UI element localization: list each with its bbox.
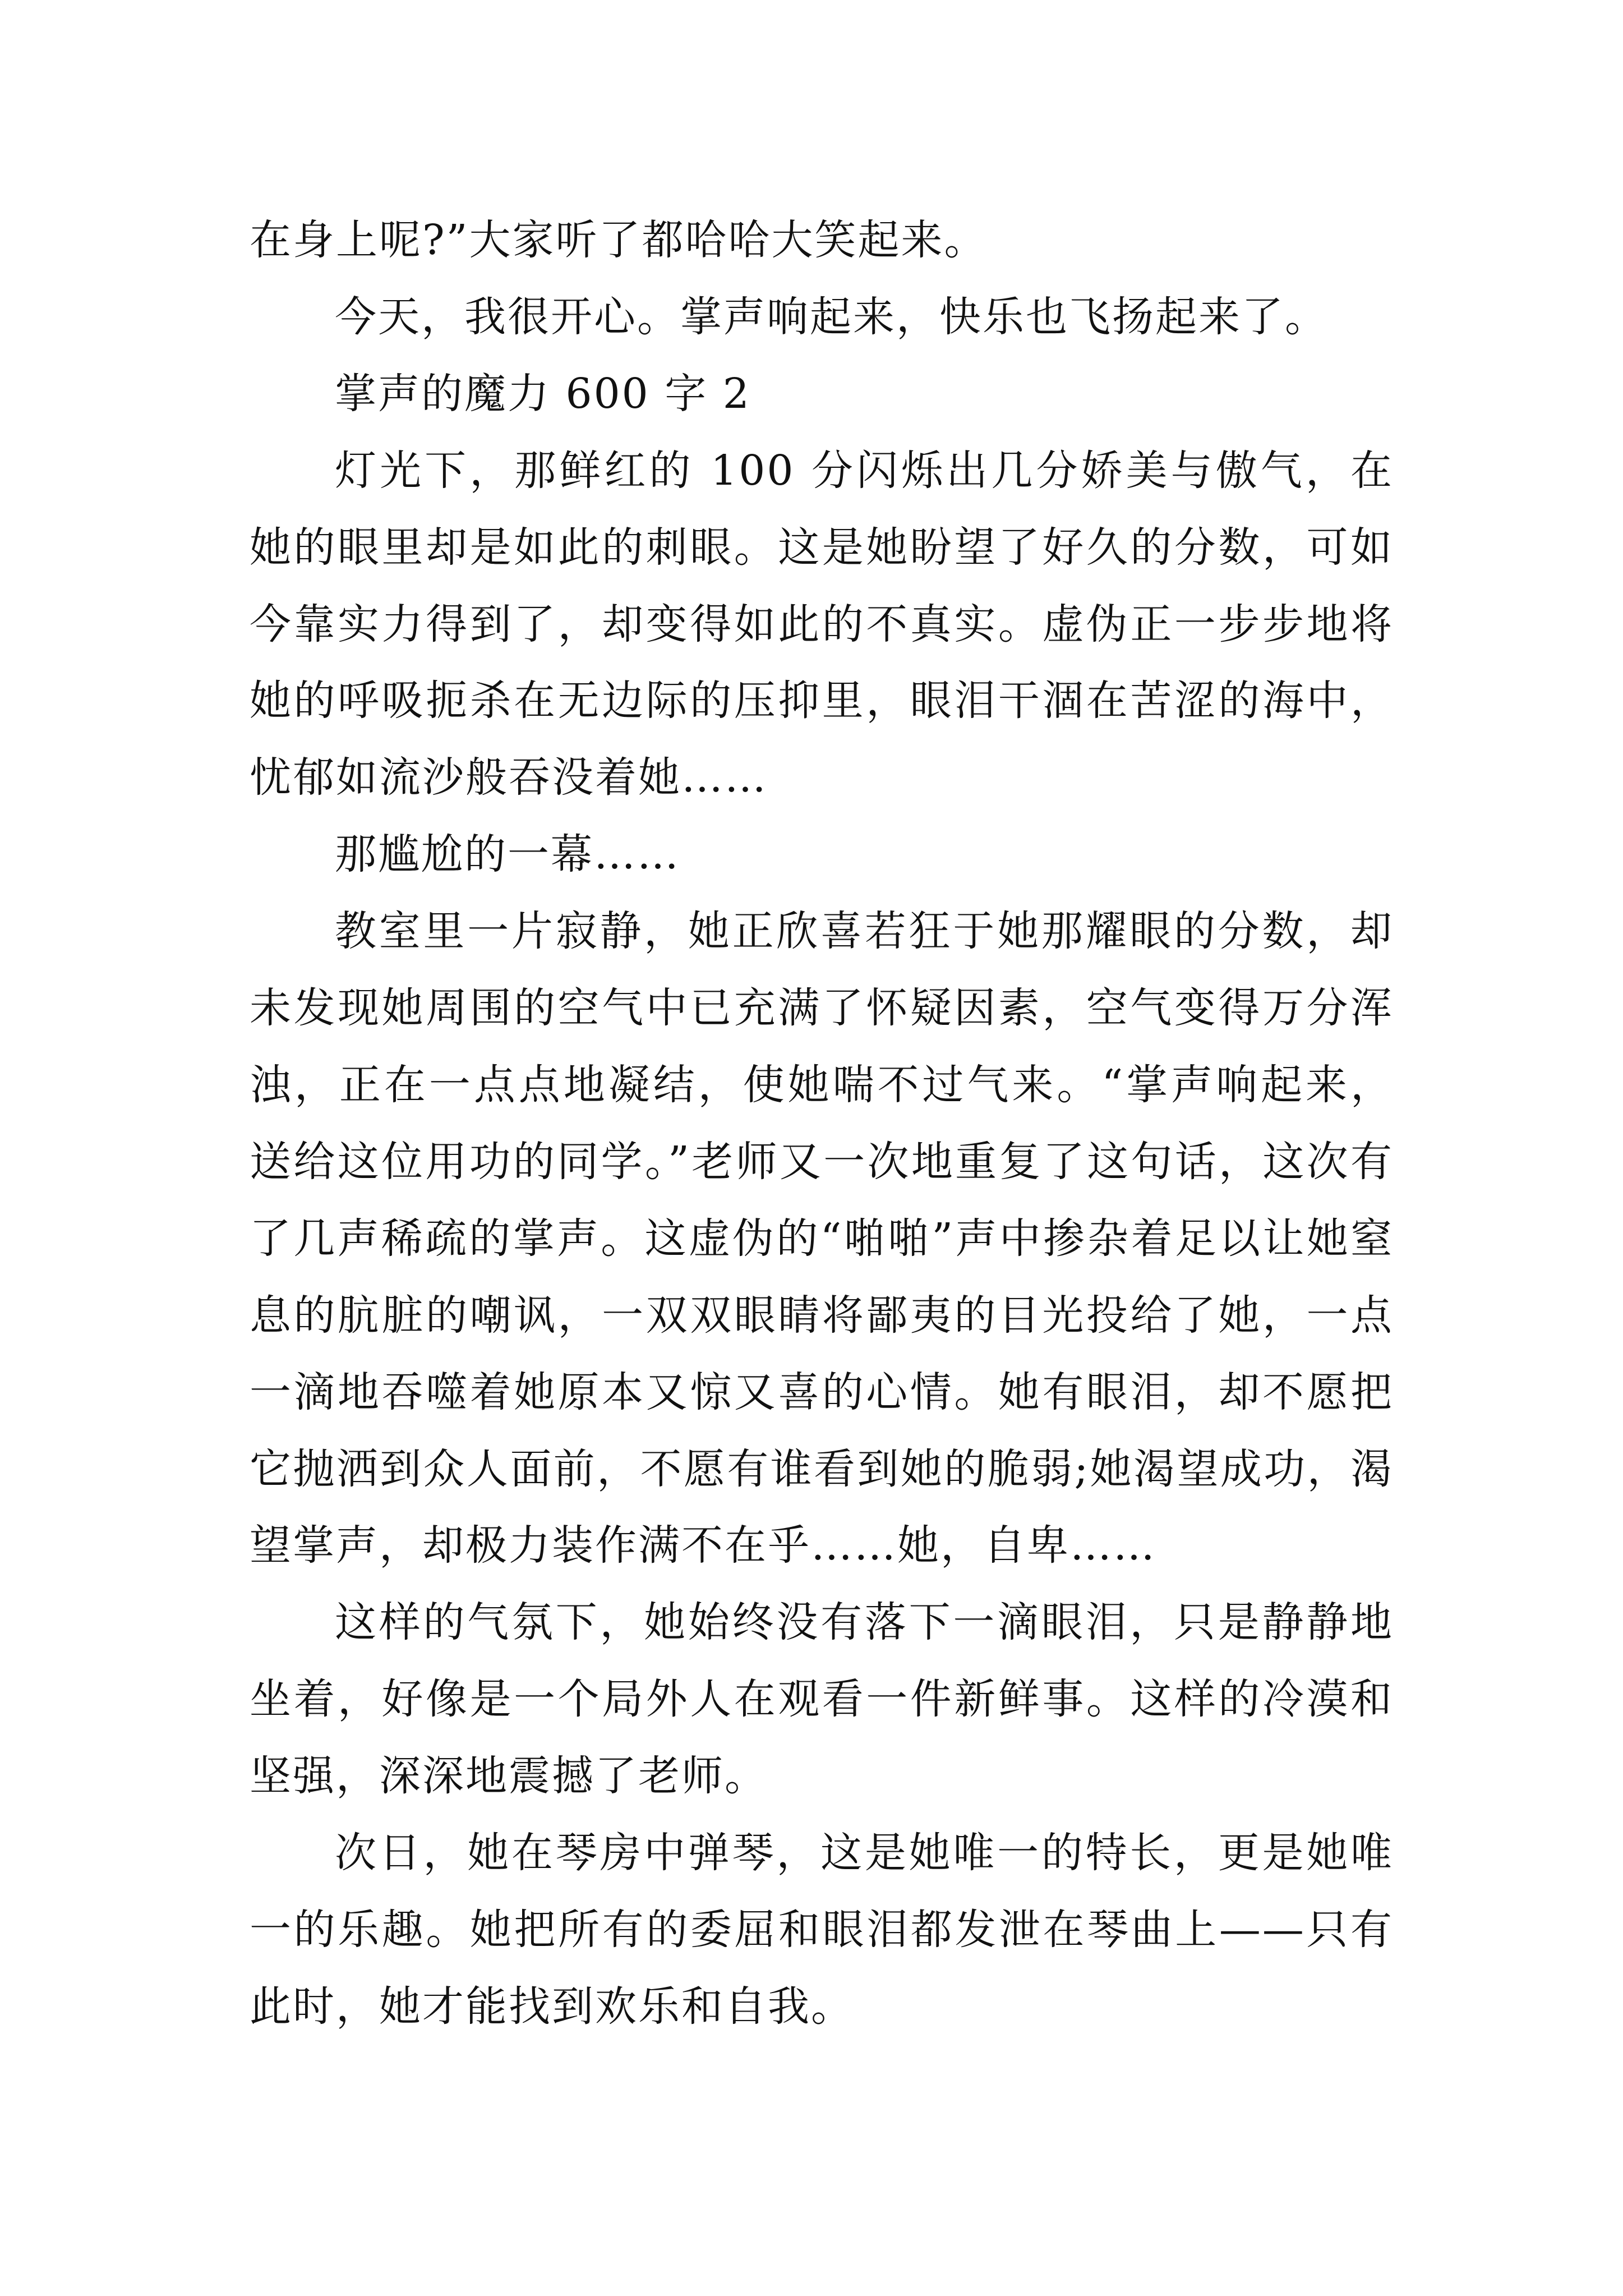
paragraph: 这样的气氛下，她始终没有落下一滴眼泪，只是静静地坐着，好像是一个局外人在观看一件新鲜事。这样的冷漠和坚强，深深地震撼了老师。 [250, 1598, 1394, 1801]
paragraph: 今天，我很开心。掌声响起来，快乐也飞扬起来了。 [335, 292, 1328, 341]
paragraph: 灯光下，那鲜红的 100 分闪烁出几分娇美与傲气，在她的眼里却是如此的刺眼。这是她盼望了好久的分数，可如今靠实力得到了，却变得如此的不真实。虚伪正一步步地将她的呼吸扼杀在无边际的压抑里，眼泪干涸在苦涩的海中，忧郁如流沙般吞没着她…… [250, 446, 1394, 802]
paragraph-continuation: 在身上呢?”大家听了都哈哈大笑起来。 [250, 216, 988, 264]
paragraph: 教室里一片寂静，她正欣喜若狂于她那耀眼的分数，却未发现她周围的空气中已充满了怀疑因素，空气变得万分浑浊，正在一点点地凝结，使她喘不过气来。“掌声响起来，送给这位用功的同学。”老师又一次地重复了这句话，这次有了几声稀疏的掌声。这虚伪的“啪啪”声中掺杂着足以让她窒息的肮脏的嘲讽，一双双眼睛将鄙夷的目光投给了她，一点一滴地吞噬着她原本又惊又喜的心情。她有眼泪，却不愿把它抛洒到众人面前，不愿有谁看到她的脆弱;她渴望成功，渴望掌声，却极力装作满不在乎……她，自卑…… [250, 907, 1394, 1570]
section-heading: 掌声的魔力 600 字 2 [335, 369, 751, 418]
document-body [250, 202, 1394, 2045]
paragraph: 次日，她在琴房中弹琴，这是她唯一的特长，更是她唯一的乐趣。她把所有的委屈和眼泪都发泄在琴曲上——只有此时，她才能找到欢乐和自我。 [250, 1829, 1394, 2031]
paragraph: 那尴尬的一幕…… [335, 830, 680, 879]
